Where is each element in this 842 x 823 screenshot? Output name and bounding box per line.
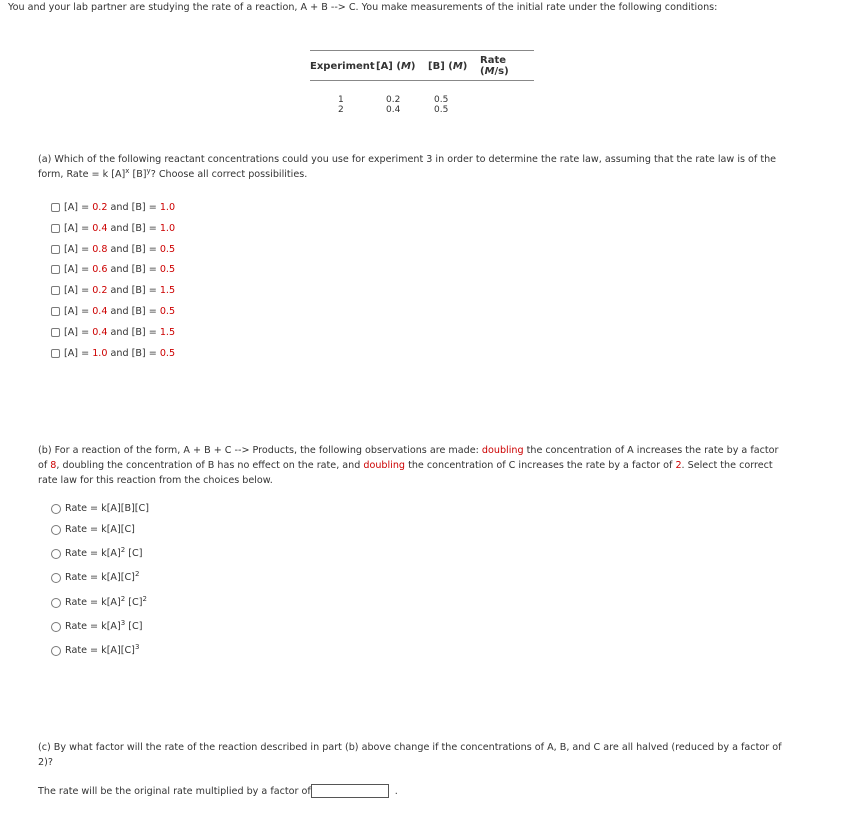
radio-button[interactable]: [51, 573, 61, 583]
concentration-option[interactable]: [51, 223, 175, 234]
text: Rate = k[A][C]: [65, 572, 135, 583]
text: and [B] =: [107, 243, 160, 255]
rate-law-option[interactable]: [51, 572, 139, 583]
highlight-doubling: doubling: [481, 445, 524, 456]
text: Rate = k[A]: [65, 597, 121, 608]
factor-answer-input[interactable]: [311, 784, 389, 798]
option-label: [64, 244, 175, 255]
value-b: 1.0: [159, 222, 176, 234]
table-cell: 0.5: [434, 94, 449, 105]
part-b-line1: [38, 443, 808, 458]
col-header-a: [376, 51, 428, 81]
exponent: 3: [134, 643, 140, 651]
radio-button[interactable]: [51, 504, 61, 514]
concentration-option[interactable]: [51, 348, 175, 359]
option-label: [64, 264, 175, 275]
rate-law-option[interactable]: [51, 548, 142, 559]
text: of: [38, 460, 51, 471]
part-a-instruction: ? Choose all correct possibilities.: [150, 169, 308, 180]
exponent-y: y: [146, 167, 151, 175]
checkbox[interactable]: [51, 349, 60, 358]
option-label: [65, 597, 147, 608]
table-row: [310, 105, 534, 115]
part-b-question: [38, 443, 808, 488]
value-a: 0.8: [92, 243, 108, 255]
radio-button[interactable]: [51, 646, 61, 656]
option-label: [64, 348, 175, 359]
text: and [B] =: [107, 202, 160, 213]
text: . Select the correct: [681, 460, 773, 471]
exponent: 2: [120, 546, 126, 554]
checkbox[interactable]: [51, 265, 60, 274]
experiment-table: [310, 50, 534, 115]
part-a-question: [38, 152, 808, 182]
value-a: 0.4: [92, 222, 108, 234]
text: [C]: [125, 548, 143, 559]
radio-button[interactable]: [51, 549, 61, 559]
part-c-question: [38, 740, 808, 770]
part-c-answer-row: [38, 784, 398, 798]
exponent-x: x: [125, 167, 130, 175]
text: , doubling the concentration of B has no effect on the rate, and: [56, 460, 364, 471]
concentration-option[interactable]: [51, 264, 175, 275]
part-b-line2: [38, 458, 808, 473]
table-row: [310, 81, 534, 95]
checkbox[interactable]: [51, 203, 60, 212]
rate-law-option[interactable]: [51, 645, 139, 656]
col-header-rate: [480, 51, 534, 81]
value-b: 1.0: [159, 202, 176, 213]
radio-button[interactable]: [51, 598, 61, 608]
col-header-rate-label: Rate (M/s): [480, 55, 509, 77]
option-label: [64, 285, 175, 296]
text: and [B] =: [107, 264, 160, 276]
intro-text: You and your lab partner are studying the rate of a reaction, A + B --> C. You make measurements of the initial rate under the following conditions:: [8, 2, 718, 13]
option-label: [65, 621, 142, 632]
part-a-line1: (a) Which of the following reactant concentrations could you use for experiment 3 in order to determine the rate law, assuming that the rate law is of the: [38, 154, 777, 165]
text: (b) For a reaction of the form, A + B + C --> Products, the following observations are made:: [38, 445, 482, 456]
concentration-option[interactable]: [51, 327, 175, 338]
part-a-line2: [38, 167, 808, 182]
value-a: 0.2: [92, 285, 108, 297]
text: Rate = k[A]: [65, 548, 121, 559]
rate-law-option[interactable]: [51, 621, 142, 632]
checkbox[interactable]: [51, 245, 60, 254]
highlight-factor-2: 2: [675, 460, 682, 471]
table-cell: [480, 95, 534, 105]
table-row: [310, 95, 534, 105]
text: Rate = k[A]: [65, 621, 121, 632]
value-a: 0.2: [92, 202, 108, 213]
highlight-doubling: doubling: [363, 460, 406, 471]
text: [A] =: [64, 306, 93, 317]
value-b: 0.5: [159, 243, 176, 255]
checkbox[interactable]: [51, 224, 60, 233]
text: [A] =: [64, 285, 93, 297]
concentration-option[interactable]: [51, 306, 175, 317]
value-a: 0.4: [92, 326, 108, 338]
rate-law-option[interactable]: [51, 503, 149, 514]
table-cell: 2: [338, 104, 344, 115]
value-b: 1.5: [159, 285, 176, 297]
option-label: [65, 524, 135, 535]
text: and [B] =: [107, 326, 160, 338]
text: Rate = k[A][B][C]: [65, 503, 149, 514]
text: [A] =: [64, 202, 93, 213]
table-header-row: [310, 51, 534, 81]
option-label: [65, 572, 139, 583]
value-b: 1.5: [159, 326, 176, 338]
text: the concentration of C increases the rate by a factor of: [405, 460, 676, 471]
table-cell: [480, 105, 534, 115]
text: Rate = k[A][C]: [65, 645, 135, 656]
option-label: [65, 548, 142, 559]
concentration-option[interactable]: [51, 202, 175, 213]
option-label: [65, 645, 139, 656]
col-header-b: [428, 51, 480, 81]
value-b: 0.5: [159, 306, 176, 317]
table-cell: 0.5: [434, 104, 449, 115]
text: and [B] =: [107, 285, 160, 297]
col-header-experiment: Experiment: [310, 51, 376, 81]
answer-suffix: .: [394, 785, 398, 797]
text: [A] =: [64, 264, 93, 276]
part-b-line3: rate law for this reaction from the choices below.: [38, 475, 273, 486]
text: [C]: [125, 597, 143, 608]
value-a: 1.0: [92, 347, 108, 359]
option-label: [64, 202, 175, 213]
checkbox[interactable]: [51, 328, 60, 337]
rate-law-option[interactable]: [51, 597, 147, 608]
text: and [B] =: [107, 306, 160, 317]
text: Rate = k[A][C]: [65, 524, 135, 535]
table-cell: 1: [338, 94, 344, 105]
exponent: 2: [142, 595, 147, 603]
radio-button[interactable]: [51, 622, 61, 632]
value-b: 0.5: [159, 264, 176, 276]
answer-prefix: The rate will be the original rate multiplied by a factor of: [38, 785, 311, 797]
col-header-a-label: [A] (M): [376, 60, 416, 72]
text: and [B] =: [107, 222, 160, 234]
part-a-form-b: [B]: [129, 169, 147, 180]
text: the concentration of A increases the rate by a factor: [523, 445, 779, 456]
table-cell: 0.2: [386, 94, 401, 105]
text: [A] =: [64, 347, 93, 359]
value-a: 0.6: [92, 264, 108, 276]
part-c-line1: (c) By what factor will the rate of the reaction described in part (b) above change if the concentrations of A, B, and C are all halved (reduced by a factor of: [38, 742, 782, 753]
highlight-factor-8: 8: [50, 460, 57, 471]
option-label: [64, 223, 175, 234]
part-a-form: form, Rate = k [A]: [38, 169, 126, 180]
checkbox[interactable]: [51, 286, 60, 295]
option-label: [64, 306, 175, 317]
option-label: [64, 327, 175, 338]
text: [A] =: [64, 243, 93, 255]
col-header-b-label: [B] (M): [428, 60, 468, 72]
text: [C]: [125, 621, 143, 632]
text: [A] =: [64, 222, 93, 234]
value-a: 0.4: [92, 306, 108, 317]
rate-law-option[interactable]: [51, 524, 135, 535]
exponent: 3: [120, 619, 126, 627]
checkbox[interactable]: [51, 307, 60, 316]
part-c-line2: 2)?: [38, 757, 53, 768]
value-b: 0.5: [159, 347, 176, 359]
text: and [B] =: [107, 347, 160, 359]
concentration-option[interactable]: [51, 244, 175, 255]
table-cell: 0.4: [386, 104, 401, 115]
concentration-option[interactable]: [51, 285, 175, 296]
exponent: 2: [120, 595, 126, 603]
text: [A] =: [64, 326, 93, 338]
radio-button[interactable]: [51, 525, 61, 535]
option-label: [65, 503, 149, 514]
exponent: 2: [134, 570, 140, 578]
